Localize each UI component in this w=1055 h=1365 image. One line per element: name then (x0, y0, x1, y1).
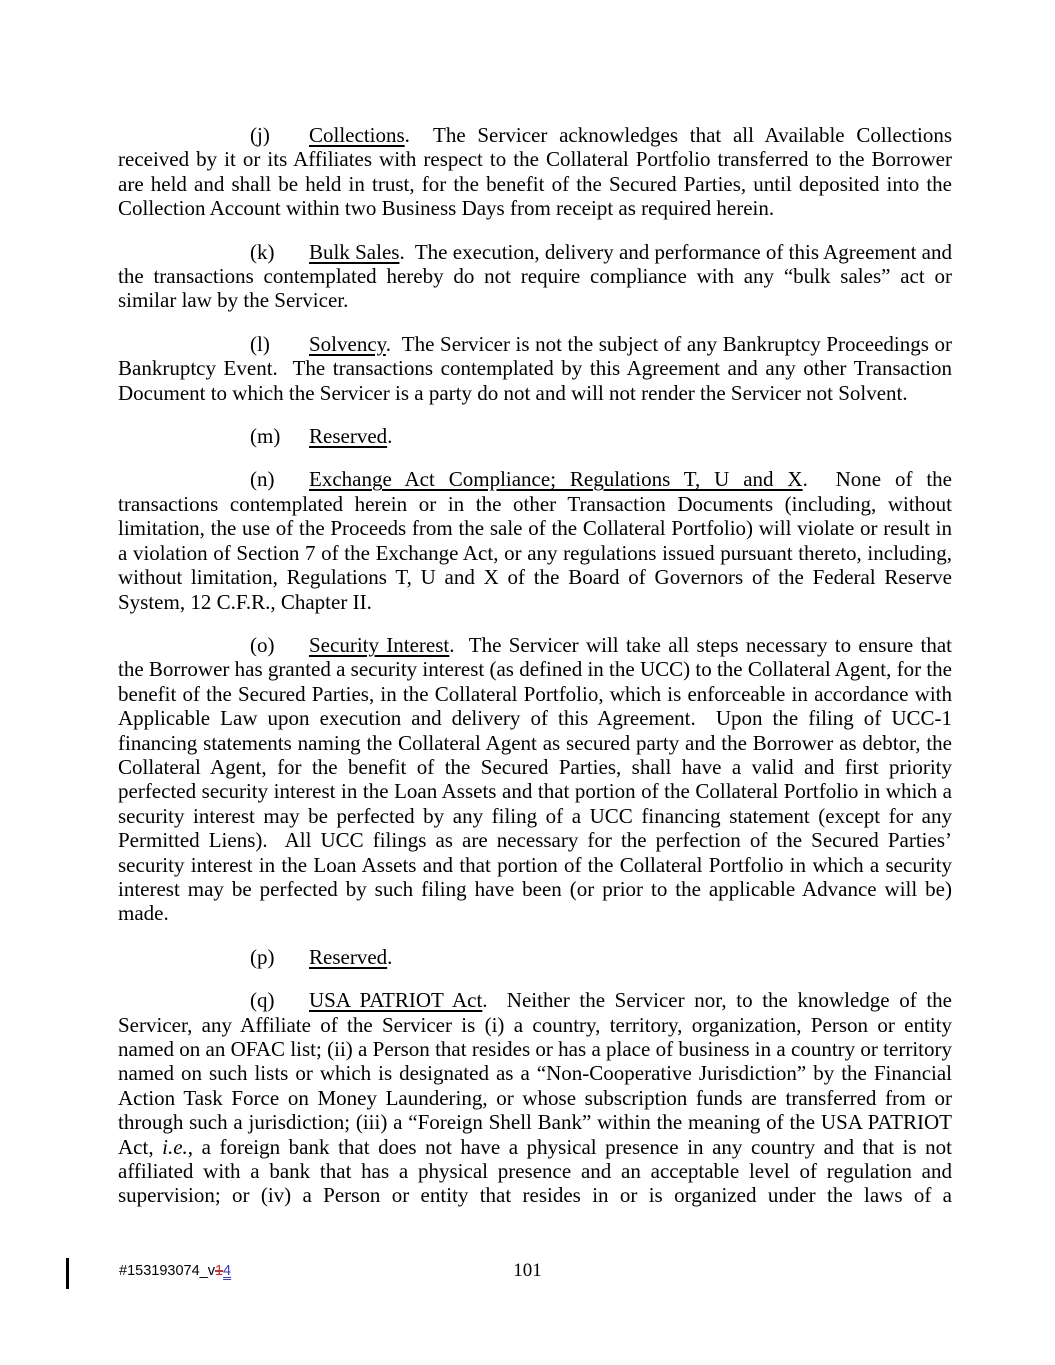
clause-body: . The Servicer acknowledges that all Available Collections received by it or its Affiliates with respect to the Collateral Portfolio transferred to the Borrower are held and shall be held in trust, for the benefit of the Secured Parties, until deposited into the Collection Account within two Business Days from receipt as required herein. (118, 123, 958, 221)
document-id-inserted-version: 4 (223, 1263, 232, 1279)
clause-body-italic: i.e. (162, 1134, 188, 1159)
clause-label: (q) (250, 988, 275, 1013)
clause-heading: Security Interest (309, 632, 450, 657)
clause-heading: Reserved (309, 944, 388, 969)
clause-heading: Collections (309, 123, 405, 147)
clause-label: (k) (250, 239, 275, 264)
clause-body: . The Servicer is not the subject of any Bankruptcy Proceedings or Bankruptcy Event. The transactions contemplated by this Agreement and any other Transaction Document to which the Servicer is a party do not and will not render the Servicer not Solvent. (118, 331, 958, 405)
paragraph-n-exchange-act (118, 467, 958, 614)
clause-label: (n) (250, 467, 275, 492)
paragraph-j-collections (118, 123, 958, 221)
page-number: 101 (513, 1260, 542, 1281)
clause-body: . The execution, delivery and performance of this Agreement and the transactions contemplated hereby do not require compliance with any “bulk sales” act or similar law by the Servicer. (118, 239, 958, 313)
paragraph-p-reserved (118, 945, 952, 969)
clause-label: (p) (250, 944, 275, 969)
clause-heading: Exchange Act Compliance; Regulations T, U and X (309, 467, 803, 492)
clause-body: . The Servicer will take all steps necessary to ensure that the Borrower has granted a security interest (as defined in the UCC) to the Collateral Agent, for the benefit of the Secured Parties, in the Collateral Portfolio, which is enforceable in accordance with Applicable Law upon execution and delivery of this Agreement. Upon the filing of UCC-1 financing statements naming the Collateral Agent as secured party and the Borrower as debtor, the Collateral Agent, for the benefit of the Secured Parties, shall have a valid and first priority perfected security interest in the Loan Assets and that portion of the Collateral Portfolio in which a security interest may be perfected by any filing of a UCC financing statement (except for any Permitted Liens). All UCC filings as are necessary for the perfection of the Secured Parties’ security interest in the Loan Assets and that portion of the Collateral Portfolio in which a security interest may be perfected by such filing have been (or prior to the applicable Advance will be) made. (118, 632, 958, 926)
document-id-prefix: #153193074_v (119, 1263, 215, 1279)
clause-body: . Neither the Servicer nor, to the knowledge of the Servicer, any Affiliate of the Servicer is (i) a country, territory, organization, Person or entity named on an OFAC list; (ii) a Person that resides or has a place of business in a country or territory named on such lists or which is designated as a “Non-Cooperative Jurisdiction” by the Financial Action Task Force on Money Laundering, or whose subscription funds are transferred from or through such a jurisdiction; (iii) a “Foreign Shell Bank” within the meaning of the USA PATRIOT Act, (118, 988, 958, 1159)
paragraph-k-bulk-sales (118, 239, 958, 313)
clause-body: . (387, 424, 393, 449)
clause-label: (o) (250, 632, 275, 657)
clause-body: . (387, 944, 393, 969)
clause-heading: Reserved (309, 424, 388, 449)
clause-label: (m) (250, 424, 281, 449)
document-id-deleted-version: 1 (214, 1263, 224, 1279)
document-body (118, 123, 958, 1208)
paragraph-l-solvency (118, 331, 958, 405)
paragraph-m-reserved (118, 424, 952, 448)
clause-heading: USA PATRIOT Act (309, 988, 483, 1013)
clause-body-continued: , a foreign bank that does not have a physical presence in any country and that is not affiliated with a bank that has a physical presence and an acceptable level of regulation and supervision; or (iv) a Person or entity that resides in or is organized under the laws of a (118, 1134, 958, 1208)
clause-heading: Bulk Sales (309, 239, 400, 264)
clause-body: . None of the transactions contemplated herein or in the other Transaction Documents (including, without limitation, the use of the Proceeds from the sale of the Collateral Portfolio) will violate or result in a violation of Section 7 of the Exchange Act, or any regulations issued pursuant thereto, including, without limitation, Regulations T, U and X of the Board of Governors of the Federal Reserve System, 12 C.F.R., Chapter II. (118, 467, 958, 614)
clause-heading: Solvency (309, 331, 386, 356)
paragraph-o-security-interest (118, 632, 958, 926)
paragraph-q-usa-patriot-act (118, 988, 958, 1208)
clause-label: (l) (250, 331, 270, 356)
clause-label: (j) (250, 123, 270, 147)
